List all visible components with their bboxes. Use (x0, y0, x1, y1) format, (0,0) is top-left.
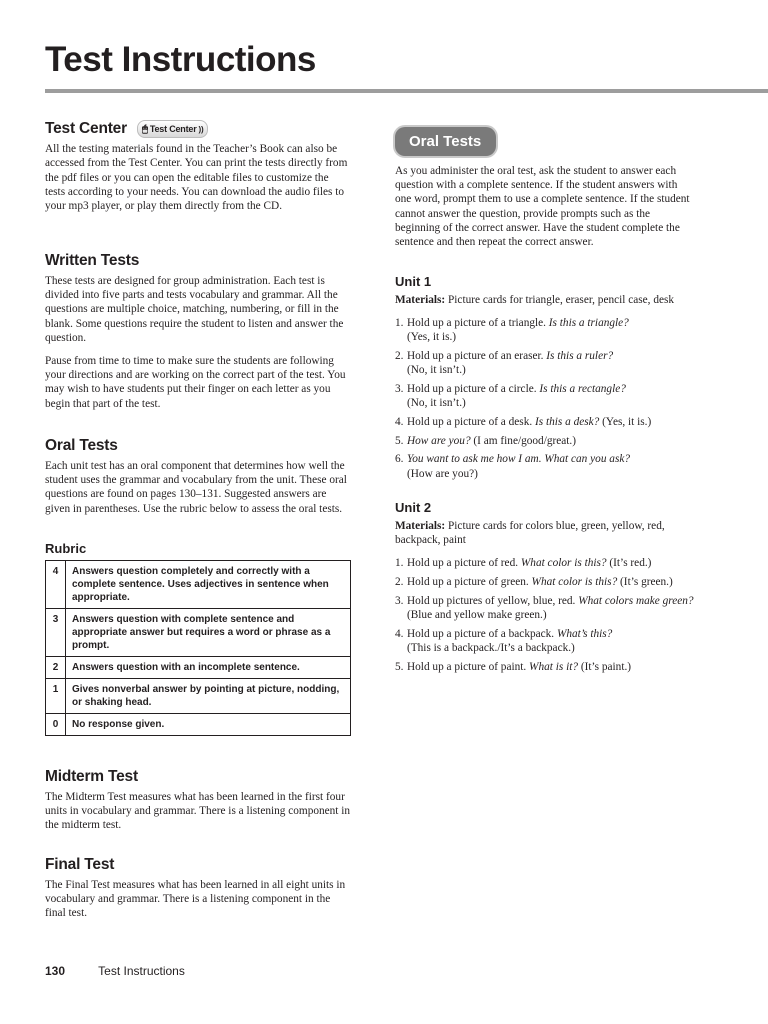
item-question: Is this a ruler? (546, 350, 614, 363)
item-question: What is it? (529, 660, 579, 673)
item-text: Hold up a picture of green. (407, 576, 529, 589)
item-answer: (I am fine/good/great.) (473, 434, 576, 447)
page-number: 130 (45, 964, 66, 978)
list-item (395, 382, 695, 410)
rubric-section (45, 541, 351, 736)
item-number: 2. (395, 576, 404, 589)
item-number: 1. (395, 557, 404, 570)
unit1-section (395, 274, 695, 485)
unit2-materials (395, 519, 695, 547)
item-question: You want to ask me how I am. What can you ask? (407, 453, 630, 466)
rubric-score: 0 (46, 714, 66, 736)
list-item (395, 594, 695, 622)
unit1-materials (395, 293, 695, 307)
test-center-heading-text: Test Center (45, 120, 127, 138)
list-item (395, 452, 695, 480)
midterm-section (45, 768, 351, 842)
rubric-row (46, 657, 351, 679)
test-center-section (45, 120, 351, 222)
item-text: Hold up a picture of a backpack. (407, 627, 555, 640)
list-item (395, 556, 695, 570)
unit2-heading: Unit 2 (395, 500, 432, 515)
item-question: Is this a triangle? (548, 317, 629, 330)
item-question: What color is this? (531, 576, 618, 589)
item-number: 3. (395, 383, 404, 396)
written-tests-body-2: Pause from time to time to make sure the students are following your directions and are working on the correct part of the test. You may wish to have students put their finger on each letter as you begin that part of the test. (45, 355, 346, 410)
item-question: What colors make green? (578, 594, 694, 607)
item-text: Hold up pictures of yellow, blue, red. (407, 594, 576, 607)
rubric-score: 1 (46, 679, 66, 714)
item-answer: (No, it isn’t.) (407, 397, 466, 410)
page-title: Test Instructions (45, 40, 316, 79)
rubric-description: No response given. (66, 714, 351, 736)
list-item (395, 349, 695, 377)
rubric-row (46, 714, 351, 736)
item-number: 1. (395, 317, 404, 330)
midterm-heading: Midterm Test (45, 768, 138, 785)
rubric-score: 4 (46, 561, 66, 609)
list-item (395, 575, 695, 589)
item-text: Hold up a picture of red. (407, 557, 519, 570)
unit1-materials-text: Picture cards for triangle, eraser, pencil case, desk (448, 294, 675, 306)
written-tests-body-1: These tests are designed for group administration. Each test is divided into five parts and tests vocabulary and grammar. All the questions are multiple choice, matching, numbering, or fill in the blank. Some questions require the student to listen and answer the question. (45, 275, 344, 344)
unit1-items (395, 316, 695, 481)
item-number: 4. (395, 415, 404, 428)
item-question: Is this a desk? (535, 415, 600, 428)
rubric-description: Answers question completely and correctly with a complete sentence. Uses adjectives in sentence when appropriate. (66, 561, 351, 609)
item-question: What color is this? (520, 557, 607, 570)
mouse-icon: 🖱 (142, 123, 148, 135)
item-answer: (No, it isn’t.) (407, 364, 466, 377)
rubric-description: Answers question with an incomplete sentence. (66, 657, 351, 679)
test-center-logo-text: Test Center (149, 124, 197, 134)
item-number: 3. (395, 594, 404, 607)
item-text: Hold up a picture of a triangle. (407, 317, 546, 330)
item-question: Is this a rectangle? (539, 383, 626, 396)
item-text: Hold up a picture of a desk. (407, 415, 533, 428)
item-answer: (It’s red.) (609, 557, 652, 570)
item-answer: (Yes, it is.) (602, 415, 652, 428)
unit2-materials-text: Picture cards for colors blue, green, yellow, red, backpack, paint (395, 520, 665, 547)
item-answer: (This is a backpack./It’s a backpack.) (407, 641, 575, 654)
item-answer: (Yes, it is.) (407, 331, 457, 344)
signal-icon: )) (198, 124, 204, 134)
midterm-body: The Midterm Test measures what has been learned in the first four units in vocabulary and grammar. There is a listening component in the midterm test. (45, 791, 351, 832)
item-text: Hold up a picture of an eraser. (407, 350, 544, 363)
final-heading: Final Test (45, 856, 115, 873)
oral-tests-heading: Oral Tests (45, 437, 118, 454)
footer-label: Test Instructions (98, 964, 185, 978)
item-text: Hold up a picture of paint. (407, 660, 527, 673)
rubric-row (46, 679, 351, 714)
item-answer: (It’s green.) (620, 576, 673, 589)
oral-intro-section (395, 164, 695, 258)
unit2-items (395, 556, 695, 673)
final-body: The Final Test measures what has been learned in all eight units in vocabulary and grammar. There is a listening component in the final test. (45, 879, 346, 920)
written-tests-heading: Written Tests (45, 252, 140, 269)
test-center-heading (45, 120, 351, 138)
rubric-description: Gives nonverbal answer by pointing at picture, nodding, or shaking head. (66, 679, 351, 714)
list-item (395, 627, 695, 655)
item-number: 5. (395, 660, 404, 673)
list-item (395, 660, 695, 674)
item-number: 6. (395, 453, 404, 466)
oral-tests-section (45, 437, 351, 525)
rubric-row (46, 609, 351, 657)
item-answer: (How are you?) (407, 467, 478, 480)
rubric-table (45, 560, 351, 736)
rubric-description: Answers question with complete sentence and appropriate answer but requires a word or phrase as a prompt. (66, 609, 351, 657)
title-rule (45, 89, 768, 93)
unit1-heading: Unit 1 (395, 274, 432, 289)
oral-tests-pill: Oral Tests (395, 127, 496, 156)
list-item (395, 434, 695, 448)
item-number: 5. (395, 434, 404, 447)
unit2-materials-label: Materials: (395, 520, 446, 532)
test-center-body: All the testing materials found in the Teacher’s Book can also be accessed from the Test Center. You can print the tests directly from the pdf files or you can open the editable files to customize the tests according to your needs. You can download the audio files to your mp3 player, or play them directly from the CD. (45, 143, 348, 212)
item-number: 4. (395, 627, 404, 640)
unit2-section (395, 500, 695, 678)
item-answer: (Blue and yellow make green.) (407, 609, 547, 622)
rubric-score: 2 (46, 657, 66, 679)
item-question: How are you? (407, 434, 471, 447)
rubric-score: 3 (46, 609, 66, 657)
final-section (45, 856, 351, 930)
page-footer (45, 964, 185, 978)
item-text: Hold up a picture of a circle. (407, 383, 537, 396)
oral-tests-pill-wrap (395, 127, 695, 156)
rubric-row (46, 561, 351, 609)
list-item (395, 415, 695, 429)
item-answer: (It’s paint.) (580, 660, 632, 673)
list-item (395, 316, 695, 344)
unit1-materials-label: Materials: (395, 294, 446, 306)
rubric-heading: Rubric (45, 541, 87, 556)
oral-tests-body: Each unit test has an oral component that determines how well the student uses the grammar and vocabulary from the unit. These oral questions are found on pages 130–131. Suggested answers are given in parentheses. Use the rubric below to assess the oral tests. (45, 460, 347, 515)
item-number: 2. (395, 350, 404, 363)
item-question: What’s this? (556, 627, 613, 640)
written-tests-section (45, 252, 351, 420)
test-center-logo (137, 120, 208, 138)
oral-intro: As you administer the oral test, ask the student to answer each question with a complete sentence. If the student answers with one word, prompt them to use a complete sentence. If the student cannot answer the question, provide prompts such as the beginning of the correct answer. Have the student complete the sentence and then repeat the correct answer. (395, 165, 690, 249)
